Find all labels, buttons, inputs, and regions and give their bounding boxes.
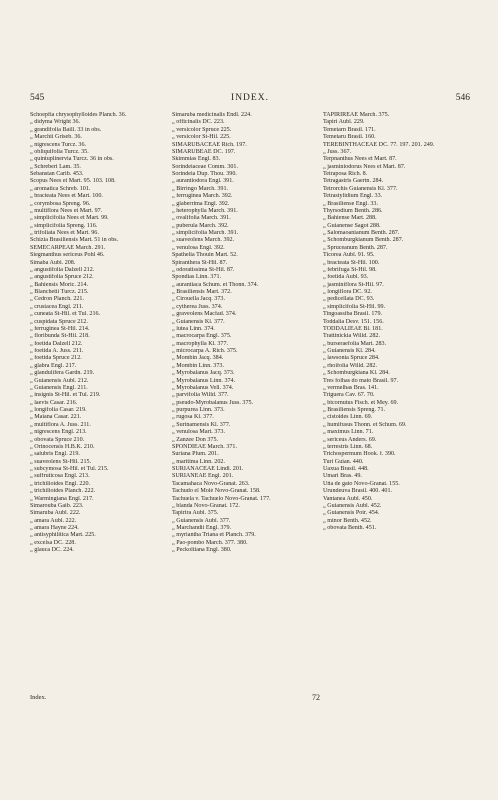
index-entry: „ maritima Linn. 202.: [172, 458, 225, 465]
index-entry: Spiranthera St-Hil. 87.: [172, 259, 228, 266]
index-entry: Tacamahaca Novo-Granat. 263.: [172, 480, 250, 487]
index-entry: „ multiflora A. Juss. 211.: [30, 421, 91, 428]
index-entry: Tachuela v. Tachuelo Novo-Granat. 177.: [172, 495, 271, 502]
index-entry: Tapirira Aubl. 375.: [172, 510, 219, 517]
index-entry: „ Marchii Griseb. 36.: [30, 134, 82, 141]
index-entry: „ glandulifera Gardn. 219.: [30, 370, 95, 377]
index-entry: „ versicolor Spruce 225.: [172, 126, 232, 133]
index-entry: „ amara Aubl. 222.: [30, 517, 77, 524]
index-entry: „ rugosa Kl. 377.: [172, 414, 214, 421]
index-entry: „ jasminiflora St-Hil. 97.: [323, 281, 384, 288]
page-footer: [30, 694, 470, 706]
index-entry: Temetaru Brasil. 160.: [323, 134, 376, 141]
index-entry: „ macrocarpa Engl. 375.: [172, 333, 232, 340]
index-entry: „ minor Benth. 452.: [323, 517, 372, 524]
left-page-number: 545: [30, 93, 45, 103]
index-entry: „ Guianensis Aubl. 377.: [172, 517, 231, 524]
index-column-3: [323, 112, 475, 532]
right-page-number: 546: [455, 93, 470, 103]
index-entry: Tres folhas do mato Brasil. 97.: [323, 377, 399, 384]
index-entry: „ ovalifolia March. 391.: [172, 215, 231, 222]
index-entry: „ Schomburgkianum Benth. 287.: [323, 237, 404, 244]
index-entry: „ puberula March. 392.: [172, 222, 229, 229]
index-entry: Temetarn Brasil. 171.: [323, 126, 376, 133]
index-entry: „ amara Hayne 224.: [30, 525, 79, 531]
index-entry: „ simplicifolia Nees et Mart. 99.: [30, 215, 109, 222]
index-entry: „ Salomaoanianum Benth. 287.: [323, 230, 400, 236]
index-entry: „ excelsa DC. 228.: [30, 539, 76, 546]
index-entry: „ cuneata St-Hil. et Tul. 216.: [30, 311, 101, 318]
index-entry: „ trichilioides Planch. 222.: [30, 488, 96, 495]
index-entry: „ Mombin Jacq. 384.: [172, 355, 224, 362]
index-entry: „ Guianensis Poir. 454.: [323, 510, 380, 517]
index-entry: Tetrastylidium Engl. 33.: [323, 193, 383, 200]
index-entry: „ microcarpa A. Rich. 375.: [172, 348, 238, 354]
index-entry: „ angustifolia Spruce 212.: [30, 274, 94, 281]
index-entry: „ Bahiensis Moric. 214.: [30, 281, 89, 288]
index-entry: „ obovata Spruce 210.: [30, 436, 85, 443]
index-entry: „ simplicifolia March. 391.: [172, 230, 239, 236]
index-entry: Scopus Nees et Mart. 95. 103. 108.: [30, 178, 116, 185]
index-entry: „ glabra Engl. 217.: [30, 362, 77, 369]
index-entry: „ Cirouella Jacq. 373.: [172, 296, 225, 303]
index-entry: „ febrifuga St-Hil. 98.: [323, 266, 377, 273]
index-entry: „ burseraefolia Mart. 283.: [323, 340, 387, 347]
index-entry: „ Surinamensis Kl. 377.: [172, 421, 231, 428]
index-entry: „ glauca DC. 224.: [30, 547, 74, 554]
index-entry: „ Brasiliense Engl. 33.: [323, 200, 379, 207]
index-entry: Sorindeia Dup. Thou. 390.: [172, 171, 237, 177]
index-entry: SIMARUBACEAE Rich. 197.: [172, 141, 247, 148]
index-entry: „ maximus Linn. 71.: [323, 429, 374, 436]
index-entry: „ Myrobalanus Linn. 374.: [172, 377, 236, 384]
index-entry: Toddalia Desv. 151. 156.: [323, 318, 384, 325]
index-entry: „ Birringo March. 391.: [172, 185, 229, 192]
index-entry: „ ferruginea St-Hil. 214.: [30, 325, 90, 332]
index-entry: Uña de gato Novo-Granat. 155.: [323, 480, 400, 487]
index-entry: „ Guianensis Kl. 377.: [172, 318, 225, 325]
index-entry: „ laevis Casar. 216.: [30, 399, 78, 406]
index-entry: „ glaberrima Engl. 392.: [172, 200, 230, 207]
index-entry: „ Spruceanum Benth. 287.: [323, 244, 388, 251]
index-entry: „ angustifolia Dalzell 212.: [30, 266, 95, 273]
index-entry: „ venulosa Mart. 373.: [172, 429, 225, 436]
index-entry: „ lutea Linn. 374.: [172, 325, 215, 332]
index-entry: Simaruba Aubl. 222.: [30, 510, 81, 517]
index-entry: „ purpurea Linn. 373.: [172, 407, 225, 413]
index-entry: „ bracteata St-Hil. 100.: [323, 259, 380, 266]
index-entry: „ venulosa Engl. 392.: [172, 244, 225, 251]
index-entry: „ obliquifolia Turcz. 35.: [30, 148, 89, 155]
index-entry: „ versicolor St-Hil. 225.: [172, 134, 231, 141]
index-entry: Simarouba Gaib. 223.: [30, 502, 84, 509]
index-entry: „ corymbosa Spreng. 96.: [30, 200, 91, 207]
footer-label: Index.: [30, 694, 47, 701]
index-entry: Schizia Brasiliensis Mart. 51 in obs.: [30, 237, 119, 244]
index-entry: „ Guianensis Kl. 284.: [323, 348, 376, 354]
index-entry: „ antisyphilitica Mart. 225.: [30, 532, 96, 539]
index-entry: „ odoratissima St-Hil. 87.: [172, 266, 235, 273]
index-entry: „ rhoifolia Willd. 282.: [323, 362, 377, 369]
index-entry: SIMARUBEAE DC. 197.: [172, 148, 236, 155]
index-entry: „ Cedron Planch. 221.: [30, 296, 84, 303]
index-entry: „ subcymosa St-Hil. et Tul. 215.: [30, 466, 109, 472]
index-entry: „ foetida A. Juss. 211.: [30, 348, 84, 354]
index-entry: Uaxua Brasil. 448.: [323, 466, 369, 472]
index-entry: „ trichilioides Engl. 220.: [30, 480, 91, 487]
index-entry: „ ferruginea March. 392.: [172, 193, 233, 200]
index-entry: „ graveolens Macfad. 374.: [172, 311, 237, 318]
index-entry: „ Guianensis Aubl. 452.: [323, 502, 382, 509]
index-entry: „ grandifolia Baill. 33 in obs.: [30, 126, 102, 133]
index-entry: „ macrophylla Kl. 377.: [172, 340, 229, 347]
index-entry: „ Orinocensis H.B.K. 210.: [30, 443, 95, 450]
index-entry: „ parvifolia Willd. 377.: [172, 392, 229, 399]
index-entry: „ longifolia Casar. 219.: [30, 407, 87, 413]
index-entry: „ Myrobalanus Jacq. 373.: [172, 370, 235, 377]
index-entry: Vantanea Aubl. 450.: [323, 495, 373, 502]
index-entry: „ cuspidata Spruce 212.: [30, 318, 88, 325]
index-entry: „ Maiana Casar. 221.: [30, 414, 82, 421]
index-entry: „ Warmingiana Engl. 217.: [30, 495, 94, 502]
index-entry: Tachudo el Molé Novo-Granat. 158.: [172, 488, 261, 495]
index-entry: Ticorea Aubl. 91. 95.: [323, 252, 375, 259]
index-entry: „ Mombin Linn. 373.: [172, 362, 224, 369]
index-entry: „ multiflora Nees et Mart. 97.: [30, 207, 103, 214]
index-entry: „ obovata Benth. 451.: [323, 525, 377, 531]
index-entry: „ aurantiodora Engl. 391.: [172, 178, 234, 185]
index-entry: „ Pao-pombo March. 377. 380.: [172, 539, 248, 546]
index-entry: „ heterophylla March. 391.: [172, 207, 238, 214]
index-entry: „ foetida Aubl. 93.: [323, 274, 369, 281]
index-entry: Sorindeiaceae Comm. 301.: [172, 163, 238, 170]
page-header: [30, 93, 470, 107]
index-entry: „ suffruticosa Engl. 213.: [30, 473, 90, 480]
index-entry: „ Marchandii Engl. 379.: [172, 525, 232, 531]
index-entry: Tingoassiba Brasil. 179.: [323, 311, 383, 318]
index-entry: „ Peckoltiana Engl. 380.: [172, 547, 232, 554]
index-entry: Tetraposa Rich. 8.: [323, 171, 368, 177]
index-entry: Thyrsodium Benth. 286.: [323, 207, 383, 214]
index-entry: „ quintuplinervia Turcz. 36 in obs.: [30, 156, 114, 163]
signature-number: 72: [312, 693, 320, 702]
index-entry: „ Bahiense Mart. 288.: [323, 215, 377, 222]
index-entry: Simaruba medicinalis Endl. 224.: [172, 112, 252, 118]
index-column-1: [30, 112, 168, 555]
index-entry: SURIANEAE Engl. 201.: [172, 473, 234, 480]
index-entry: „ foetida Spruce 212.: [30, 355, 82, 362]
index-entry: „ vermelhas Bras. 141.: [323, 384, 379, 391]
index-entry: „ lawsonia Spruce 284.: [323, 355, 380, 362]
index-entry: „ Guianense Sagot 288.: [323, 222, 381, 229]
index-entry: „ Schomburgkiana Kl. 284.: [323, 370, 390, 377]
index-entry: „ suaveolens St-Hil. 215.: [30, 458, 92, 465]
index-entry: „ pedicellata DC. 93.: [323, 296, 375, 303]
index-entry: „ simplicifolia Spreng. 116.: [30, 222, 98, 229]
index-entry: „ floribunda St-Hil. 218.: [30, 333, 90, 340]
index-entry: „ Guianensis Aubl. 212.: [30, 377, 89, 384]
index-entry: „ cistoides Linn. 69.: [323, 414, 373, 421]
index-entry: „ nigrescens Engl. 213.: [30, 429, 87, 436]
index-entry: Spondias Linn. 371.: [172, 274, 222, 281]
index-entry: „ terrestris Linn. 68.: [323, 443, 373, 450]
index-column-2: [172, 112, 319, 555]
index-entry: „ bracteata Nees et Mart. 100.: [30, 193, 103, 200]
index-entry: TAPIRIREAE March. 375.: [323, 112, 390, 118]
index-entry: „ cytherea Juss. 374.: [172, 303, 223, 310]
index-entry: Schoepfia chrysophylloides Planch. 36.: [30, 112, 127, 118]
index-entry: Trattinickia Willd. 282.: [323, 333, 380, 340]
index-entry: „ jasminiodorus Nees et Mart. 87.: [323, 163, 406, 170]
index-entry: „ salubris Engl. 219.: [30, 451, 80, 458]
index-entry: Spathelia Thouin Mart. 52.: [172, 252, 238, 259]
index-entry: „ Blanchetii Turcz. 215.: [30, 289, 89, 295]
index-entry: Skimmias Engl. 83.: [172, 156, 221, 163]
index-entry: „ pseudo-Myrobalanus Juss. 375.: [172, 399, 254, 406]
index-entry: „ myriantha Triana et Planch. 379.: [172, 532, 256, 539]
index-entry: TEREBINTHACEAE DC. 77. 197. 201. 249.: [323, 141, 435, 148]
index-entry: „ humifusus Thonn. et Schum. 69.: [323, 421, 407, 428]
index-entry: „ aurantiaca Schum. et Thonn. 374.: [172, 281, 259, 288]
index-entry: Tetragastris Gaertn. 284.: [323, 178, 384, 185]
index-entry: Terpnanthus Nees et Mart. 87.: [323, 156, 397, 163]
index-entry: „ bicornutus Fisch. et Mey. 69.: [323, 399, 399, 406]
index-entry: „ trifoliata Nees et Mart. 96.: [30, 230, 99, 236]
index-entry: SURIANACEAE Lindl. 201.: [172, 466, 244, 472]
index-entry: Urundeuva Brasil. 400. 401.: [323, 488, 393, 495]
index-entry: „ blanda Novo-Granat. 172.: [172, 502, 240, 509]
index-entry: „ Myrobalanus Vell. 374.: [172, 384, 234, 391]
index-entry: SPONDIEAE March. 371.: [172, 443, 237, 450]
index-entry: „ foetida Dalzell 212.: [30, 340, 83, 347]
index-entry: „ didyma Wright 36.: [30, 119, 81, 126]
index-entry: Tapiri Aubl. 229.: [323, 119, 365, 126]
index-entry: „ Brasiliensis Mart. 372.: [172, 289, 232, 295]
index-entry: „ suaveolens March. 392.: [172, 237, 235, 244]
index-entry: SEMECARPEAE March. 291.: [30, 244, 106, 251]
index-entry: „ aromatica Schreb. 101.: [30, 185, 91, 192]
index-entry: „ Brasiliensis Spreng. 71.: [323, 407, 386, 413]
index-entry: Triguera Cav. 67. 70.: [323, 392, 375, 399]
index-entry: „ nigrescens Turcz. 36.: [30, 141, 87, 148]
index-entry: „ Zanzee Don 375.: [172, 436, 219, 443]
index-entry: Turi Guian. 440.: [323, 458, 364, 465]
index-entry: Umari Bras. 49.: [323, 473, 362, 480]
index-entry: TODDALIEAE Bl. 181.: [323, 325, 383, 332]
index-entry: Suriana Plum. 201.: [172, 451, 219, 458]
index-entry: „ Guianensis Engl. 211.: [30, 384, 88, 391]
index-entry: „ insignis St-Hil. et Tul. 219.: [30, 392, 101, 399]
index-entry: „ longiflora DC. 92.: [323, 289, 372, 295]
index-entry: „ sericeus Anders. 69.: [323, 436, 377, 443]
index-entry: Siegmanthus sericeus Pohl 46.: [30, 252, 105, 259]
index-entry: Simaba Aubl. 208.: [30, 259, 76, 266]
running-title: INDEX.: [231, 93, 269, 103]
index-entry: „ officinalis DC. 223.: [172, 119, 225, 126]
index-entry: „ crustacea Engl. 211.: [30, 303, 84, 310]
index-entry: Trichospermum Hook. f. 390.: [323, 451, 396, 458]
index-entry: Sebanstan Carib. 453.: [30, 171, 84, 177]
index-entry: Tetrorchis Guianensis Kl. 377.: [323, 185, 398, 192]
index-entry: „ Juss. 367.: [323, 148, 352, 155]
index-entry: „ simplicifolia St-Hil. 99.: [323, 303, 386, 310]
index-entry: „ Schreberi Lam. 35.: [30, 163, 81, 170]
